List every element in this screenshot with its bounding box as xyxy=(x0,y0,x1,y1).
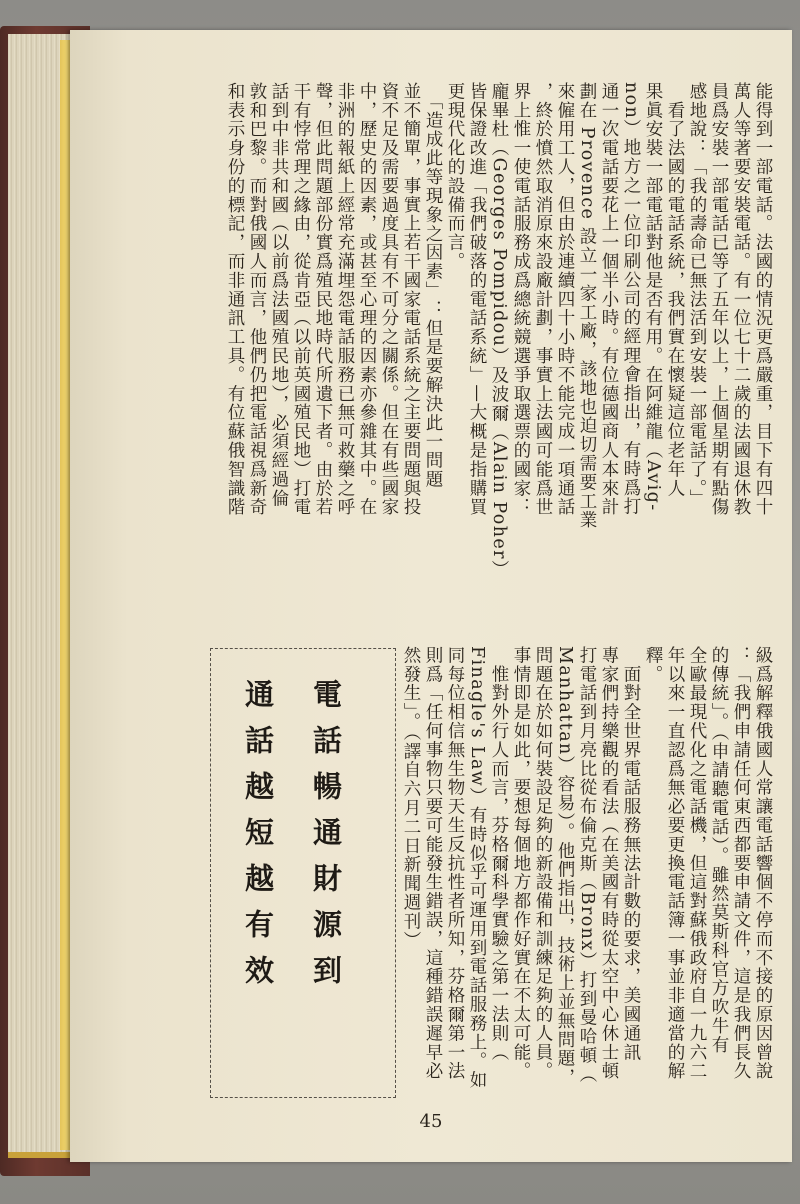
text-column: 更現代化的設備而言。 xyxy=(445,82,465,271)
text-column: 的傳統」。（申請聽電話）。雖然莫斯科官方吹牛有 xyxy=(709,646,729,1055)
text-column: 中，歷史的因素，或甚至心理的因素亦參雜其中。在 xyxy=(357,82,377,517)
text-column: 專家們持樂觀的看法（在美國有時從太空中心休士頓 xyxy=(599,646,619,1081)
slogan-line-1: 電話暢通財源到 xyxy=(309,679,343,1001)
text-column: 問題在於如何裝設足夠的新設備和訓練足夠的人員。 xyxy=(533,646,553,1081)
text-column: 劃在 Provence 設立一家工廠，該地也迫切需要工業 xyxy=(577,82,597,530)
text-column: 然發生」。（譯自六月二日新聞週刊） xyxy=(401,646,421,950)
text-column: ：「我們申請任何東西都要申請文件，這是我們長久 xyxy=(731,646,751,1081)
text-column: 通一次電話要花上一個半小時。有位德國商人本來計 xyxy=(599,82,619,517)
text-column: 感地說：「我的壽命已無法活到安裝一部電話了。」 xyxy=(687,82,707,508)
text-column: 來僱用工人，但由於連續四十小時不能完成一項通話 xyxy=(555,82,575,517)
text-column: non）地方之一位印刷公司的經理會指出，有時爲打 xyxy=(621,82,641,517)
slogan-line-2: 通話越短越有效 xyxy=(241,679,275,1001)
text-column: 同每位相信無生物天生反抗性者所知，芬格爾第一法 xyxy=(445,646,465,1081)
slogan-box xyxy=(210,648,396,1098)
text-column: 釋。 xyxy=(643,646,663,684)
text-column: 打電話到月亮比從布倫克斯（Bronx）打到曼哈頓（ xyxy=(577,646,597,1084)
text-column: 話到中非共和國（以前爲法國殖民地），必須經過倫 xyxy=(269,82,289,508)
text-column: 事情即是如此，要想每個地方都作好實在不太可能。 xyxy=(511,646,531,1081)
text-column: 干有悖常理之緣由，從肯亞（以前英國殖民地）打電 xyxy=(291,82,311,517)
text-column: Manhattan）容易）。他們指出，技術上並無問題， xyxy=(555,646,575,1088)
page-number: 45 xyxy=(419,1111,443,1132)
text-column: 「造成此等現象之因素」：但是要解決此一問題 xyxy=(423,82,443,490)
text-column: 惟對外行人而言，芬格爾科學實驗之第一法則（ xyxy=(489,646,509,1062)
text-column: 和表示身份的標記，而非通訊工具。有位蘇俄智識階 xyxy=(225,82,245,517)
text-column: 級爲解釋俄國人常讓電話響個不停而不接的原因曾說 xyxy=(753,646,773,1081)
text-column: 聲，但此問題部份實爲殖民地時代所遺下者。由於若 xyxy=(313,82,333,517)
article-text-top xyxy=(224,82,774,620)
text-column: 果眞安裝一部電話對他是否有用。在阿維龍（Avig- xyxy=(643,82,663,512)
text-column: 並不簡單，事實上若干國家電話系統之主要問題與投 xyxy=(401,82,421,517)
text-column: 資不足及需要過度具有不可分之關係。但在有些國家 xyxy=(379,82,399,517)
text-column: 敦和巴黎。而對俄國人而言，他們仍把電話視爲新奇 xyxy=(247,82,267,517)
text-column: 面對全世界電話服務無法計數的要求，美國通訊 xyxy=(621,646,641,1062)
text-column: Finagle's Law）有時似乎可運用到電話服務上。如 xyxy=(467,646,487,1090)
text-column: 看了法國的電話系統，我們實在懷疑這位老年人 xyxy=(665,82,685,498)
text-column: 能得到一部電話。法國的情況更爲嚴重，目下有四十 xyxy=(753,82,773,517)
text-column: 界上惟一使電話服務成爲總統競選爭取選票的國家： xyxy=(511,82,531,517)
text-column: 非洲的報紙上經常充滿埋怨電話服務已無可救藥之呼 xyxy=(335,82,355,517)
text-column: 則爲「任何事物只要可能發生錯誤，這種錯誤遲早必 xyxy=(423,646,443,1081)
article-text-bottom xyxy=(400,646,774,1121)
book-page xyxy=(70,30,792,1162)
text-column: 全歐最現代化之電話機，但這對蘇俄政府自一九六二 xyxy=(687,646,707,1081)
text-column: ，終於憤然取消原來設廠計劃，事實上法國可能爲世 xyxy=(533,82,553,517)
text-column: 員爲安裝一部電話已等了五年以上，上個星期有點傷 xyxy=(709,82,729,517)
text-column: 萬人等著要安裝電話。有一位七十二歲的法國退休教 xyxy=(731,82,751,517)
text-column: 龐畢杜（Georges Pompidou）及波爾（Alain Poher） xyxy=(489,82,509,579)
text-column: 皆保證改進「我們破落的電話系統」—大概是指購買 xyxy=(467,82,487,517)
text-column: 年以來一直認爲無必要更換電話簿一事並非適當的解 xyxy=(665,646,685,1081)
